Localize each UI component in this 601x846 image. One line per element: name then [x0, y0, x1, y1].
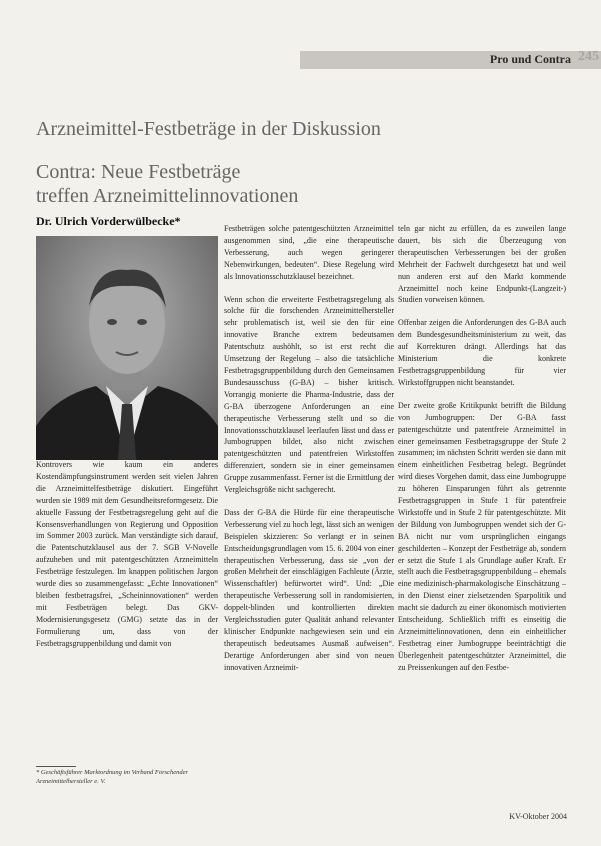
section-label: Pro und Contra: [489, 52, 571, 66]
paragraph: Wenn schon die erweiterte Festbetragsregelung als solche für die forschenden Arzneimittelhersteller sehr problematisch ist, weil sie den für eine innovative Branche extrem bedeutsamen Patentschutz aushöhlt, so ist erst recht die Umsetzung der Regelung – also die tatsächliche Festbetragsgruppenbildung durch den Gemeinsamen Bundesausschuss (G-BA) – bisher kritisch. Vorrangig monierte die Pharma-Industrie, dass der G-BA überzogene Anforderungen an eine therapeutische Verbesserung stellt und so die Innovationsschutzklausel leerlaufen lässt und dass er Jumbogruppen bildet, also nicht zwischen patentgeschützten und patentfreien Wirkstoffen differenziert, sondern sie in einer gemeinsamen Gruppe zusammenfasst. Ferner ist die Ermittlung der Vergleichsgröße nicht sachgerecht.: [224, 294, 394, 495]
paragraph: Dass der G-BA die Hürde für eine therapeutische Verbesserung viel zu hoch legt, lässt sich an wenigen Beispielen skizzieren: So verlangt er in seinen Entscheidungsgrundlagen vom 15. 6. 2004 von einer therapeutischen Verbesserung, dass sie „von der großen Mehrheit der einschlägigen Fachleute (Ärzte, Wissenschaftler) befürwortet wird“. Und: „Die therapeutische Verbesserung soll in randomisierten, doppelt-blinden und kontrollierten direkten Vergleichsstudien guter Qualität anhand relevanter klinischer Endpunkte nachgewiesen sein und ein therapeutisch bedeutsames Ausmaß aufweisen“. Derartige Anforderungen aber sind von neuen innovativen Arzneimit-: [224, 507, 394, 672]
paragraph: Offenbar zeigen die Anforderungen des G-BA auch dem Bundesgesundheitsministerium zu weit, das auf Korrekturen drängt. Allerdings hat das Ministerium die konkrete Festbetragsgruppenbildung für vier Wirkstoffgruppen nicht beanstandet.: [398, 318, 566, 387]
author-name: Dr. Ulrich Vorderwülbecke*: [36, 214, 181, 228]
footnote-divider: [36, 766, 76, 767]
paragraph: teln gar nicht zu erfüllen, da es zuweilen lange dauert, bis sich die Überzeugung von therapeutischen Verbesserungen bei der großen Mehrheit der Fachwelt durchgesetzt hat und weil nun anderen erst auf den Markt kommende Arzneimittel noch keine Endpunkt-(Langzeit-) Studien vorweisen können.: [398, 224, 566, 305]
paragraph: Der zweite große Kritikpunkt betrifft die Bildung von Jumbogruppen: Der G-BA fasst patentgeschützte und patentfreie Arzneimittel in einer gemeinsamen Festbetragsgruppe der Stufe 2 zusammen; im nächsten Schritt werden sie dann mit einem einheitlichen Festbetrag belegt. Begründet wird dieses Vorgehen damit, dass eine Jumbogruppe zu höheren Einsparungen führt als getrennte Festbetragsgruppen in Stufe 1 für patentfreie Wirkstoffe und in Stufe 2 für patentgeschützte. Mit der Bildung von Jumbogruppen wendet sich der G-BA nicht nur vom ursprünglichen eingangs geschilderten – Konzept der Festbeträge ab, sondern er setzt die Stufe 1 als Grundlage außer Kraft. Er stellt auch die Festbetragsgruppenbildung – ehemals eine medizinisch-pharmakologische Einschätzung – in den Dienst einer zielsetzenden Sparpolitik und macht sie dadurch zu einer ökonomisch motivierten Entscheidung. Schließlich trifft es einseitig die Arzneimittelinnovationen, denn ein einheitlicher Festbetrag einer Jumbogruppe beeinträchtigt die Überlegenheit patentgeschützter Arzneimittel, die zu Preissenkungen auf den Festbe-: [398, 400, 566, 672]
article-subtitle: [36, 160, 298, 208]
portrait-illustration: [36, 236, 218, 460]
page-number: 245: [578, 49, 599, 64]
article-title: Arzneimittel-Festbeträge in der Diskussion: [36, 118, 381, 140]
text-column-2: [224, 223, 394, 820]
author-portrait-photo: [36, 236, 218, 460]
subtitle-line-2: treffen Arzneimittelinnovationen: [36, 185, 299, 207]
paragraph: Festbeträgen solche patentgeschützten Arzneimittel ausgenommen sind, „die eine therapeutische Verbesserung, auch wegen geringerer Nebenwirkungen, bedeuten“. Diese Regelung wird als Innovationsschutzklausel bezeichnet.: [224, 224, 394, 281]
paragraph: Kontrovers wie kaum ein anderes Kostendämpfungsinstrument werden seit vielen Jahren die Arzneimittelfestbeträge diskutiert. Eingeführt wurden sie 1989 mit dem Gesundheitsreformgesetz. Die aktuelle Fassung der Festbetragsregelung geht auf die Konsensverhandlungen von Regierung und Opposition im Sommer 2003 zurück. Man verständigte sich darauf, die Patentschutzklausel aus der 7. SGB V-Novelle aufzuheben und mit patentgeschützten Arzneimitteln Festbeträge festzulegen. Im knappen politischen Jargon wurde dies so zusammengefasst: „Echte Innovationen“ bleiben festbetragsfrei, „Scheininnovationen“ werden mit Festbeträgen belegt. Das GKV-Modernisierungsgesetz (GMG) setzte das in der Formulierung um, dass von der Festbetragsgruppenbildung und damit von: [36, 460, 218, 648]
author-footnote: * Geschäftsführer Marktordnung im Verband Forschender Arzneimittelhersteller e. V.: [36, 769, 189, 785]
text-column-3: [398, 223, 566, 820]
issue-footer: KV-Oktober 2004: [509, 812, 567, 821]
subtitle-line-1: Contra: Neue Festbeträge: [36, 161, 241, 183]
text-column-1: [36, 459, 218, 736]
